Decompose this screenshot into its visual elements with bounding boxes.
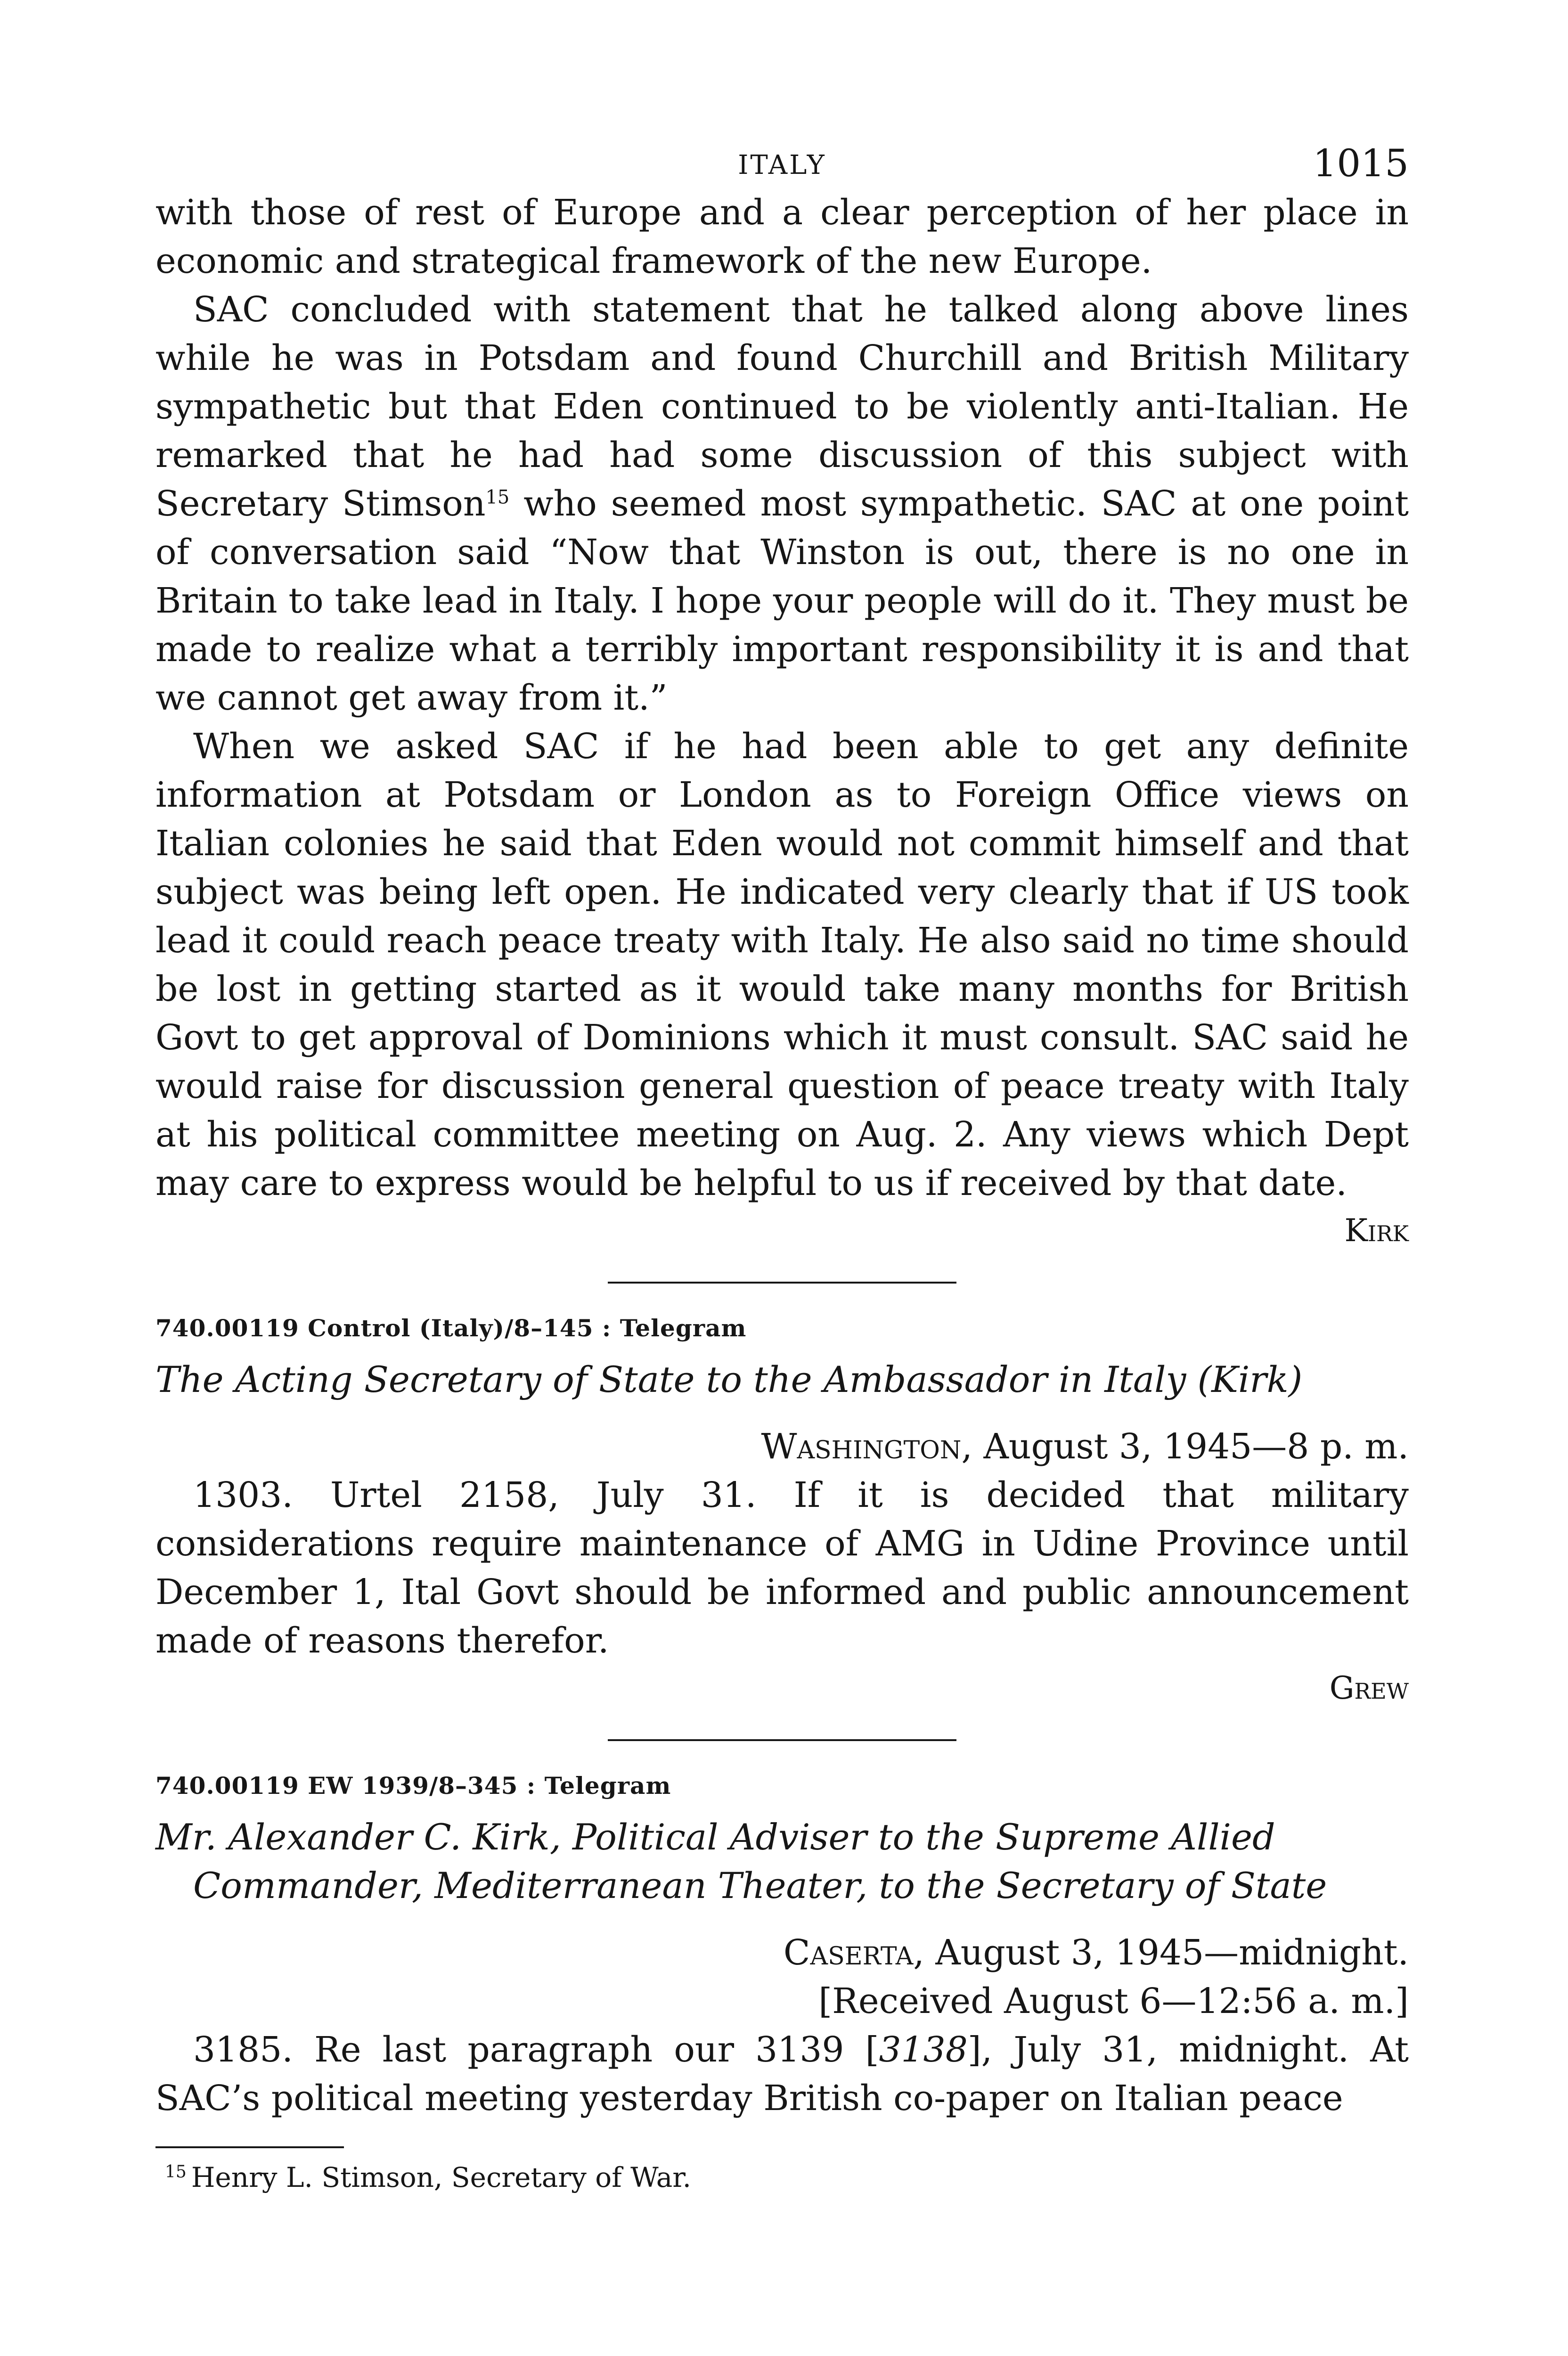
- running-head: [155, 141, 1409, 188]
- footnote-mark: 15: [165, 2162, 187, 2182]
- received-line: [Received August 6—12:56 a. m.]: [818, 1981, 1409, 2021]
- document-page: [155, 141, 1409, 2193]
- paragraph: with those of rest of Europe and a clear perception of her place in economic and strategical framework of the new Europe.: [155, 192, 1409, 281]
- footnote: [165, 2161, 1409, 2193]
- signature: Kirk: [1344, 1212, 1409, 1249]
- telegram-body: [155, 2026, 1409, 2123]
- dateline: [155, 1423, 1409, 1471]
- section-divider: [608, 1739, 956, 1741]
- running-head-title: ITALY: [738, 150, 826, 180]
- dateline-date: August 3, 1945—midnight.: [935, 1932, 1409, 1973]
- file-reference: 740.00119 EW 1939/8–345 : Telegram: [155, 1772, 671, 1800]
- document-title: Mr. Alexander C. Kirk, Political Adviser to the Supreme Allied Commander, Mediterranean Theater, to the Secretary of State: [155, 1816, 1327, 1906]
- footnote-text: Henry L. Stimson, Secretary of War.: [191, 2161, 692, 2193]
- footnote-divider: [155, 2146, 344, 2148]
- file-reference: 740.00119 Control (Italy)/8–145 : Telegram: [155, 1314, 747, 1342]
- telegram-body-italic: 3138: [879, 2029, 968, 2070]
- footnote-reference: 15: [485, 486, 510, 508]
- signature: Grew: [1329, 1670, 1409, 1706]
- paragraph-text: SAC concluded with statement that he talked along above lines while he was in Potsdam and found Churchill and British Military sympathetic but that Eden continued to be violently anti-Italian. He remarked that he had had some discussion of this subject with Secretary Stimson: [155, 289, 1409, 524]
- paragraph: [155, 286, 1409, 722]
- dateline-date: August 3, 1945—8 p. m.: [983, 1426, 1409, 1467]
- paragraph-text: who seemed most sympathetic. SAC at one point of conversation said “Now that Winston is out, there is no one in Britain to take lead in Italy. I hope your people will do it. They must be made to realize what a terribly important responsibility it is and that we cannot get away from it.”: [155, 483, 1409, 718]
- section-divider: [608, 1282, 956, 1284]
- dateline-place: Caserta,: [783, 1932, 924, 1973]
- document-title: The Acting Secretary of State to the Ambassador in Italy (Kirk): [155, 1358, 1303, 1400]
- section-continued: [155, 188, 1409, 1208]
- dateline-place: Washington,: [761, 1426, 972, 1467]
- page-number: 1015: [1313, 141, 1409, 185]
- telegram-body: 1303. Urtel 2158, July 31. If it is decided that military considerations require maintenance of AMG in Udine Province until December 1, Ital Govt should be informed and public announcement made of reasons therefor.: [155, 1475, 1409, 1661]
- paragraph: When we asked SAC if he had been able to get any definite information at Potsdam or London as to Foreign Office views on Italian colonies he said that Eden would not commit himself and that subject was being left open. He indicated very clearly that if US took lead it could reach peace treaty with Italy. He also said no time should be lost in getting started as it would take many months for British Govt to get approval of Dominions which it must consult. SAC said he would raise for discussion general question of peace treaty with Italy at his political committee meeting on Aug. 2. Any views which Dept may care to express would be helpful to us if received by that date.: [155, 726, 1409, 1203]
- telegram-body-text: 3185. Re last paragraph our 3139 [: [193, 2029, 879, 2070]
- dateline: [155, 1929, 1409, 1977]
- telegram-body-text: ], July 31, midnight. At SAC’s political meeting yesterday British co-paper on Italian peace: [155, 2029, 1409, 2119]
